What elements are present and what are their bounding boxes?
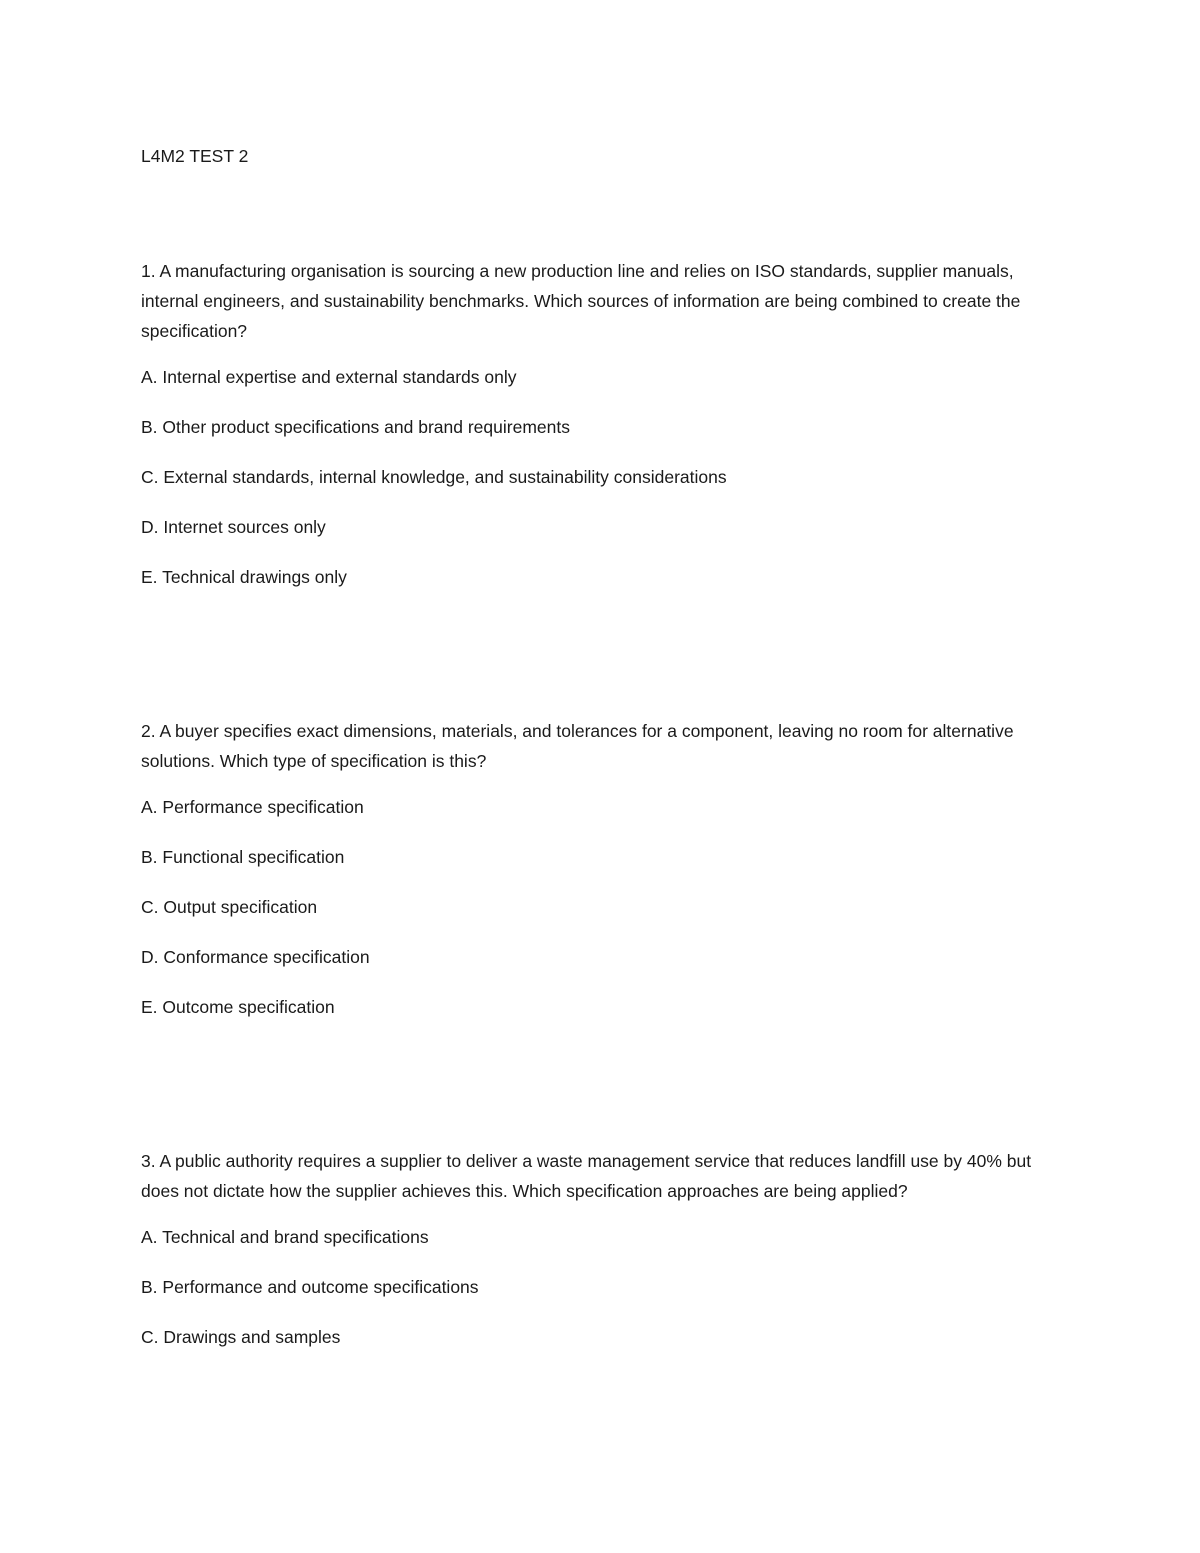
answer-option-a: A. Performance specification [141,797,364,817]
answer-option-b: B. Performance and outcome specifications [141,1277,479,1297]
answer-option-d: D. Internet sources only [141,517,326,537]
answer-option-c: C. Drawings and samples [141,1327,341,1347]
question-1 [141,256,1061,589]
question-text: 1. A manufacturing organisation is sourcing a new production line and relies on ISO standards, supplier manuals, internal engineers, and sustainability benchmarks. Which sources of information are being combined to create the specification? [141,261,1021,341]
question-3 [141,1146,1061,1349]
answer-option-e: E. Technical drawings only [141,567,347,587]
answer-option-c: C. External standards, internal knowledge, and sustainability considerations [141,467,727,487]
answer-option-d: D. Conformance specification [141,947,370,967]
answer-option-c: C. Output specification [141,897,318,917]
document-content [141,144,1061,1349]
question-2 [141,716,1061,1019]
answer-option-b: B. Functional specification [141,847,345,867]
question-text: 3. A public authority requires a supplier to deliver a waste management service that reduces landfill use by 40% but does not dictate how the supplier achieves this. Which specification approaches are being applied? [141,1151,1032,1201]
answer-option-b: B. Other product specifications and brand requirements [141,417,570,437]
answer-option-a: A. Technical and brand specifications [141,1227,429,1247]
answer-option-e: E. Outcome specification [141,997,335,1017]
answer-option-a: A. Internal expertise and external standards only [141,367,517,387]
question-text: 2. A buyer specifies exact dimensions, materials, and tolerances for a component, leaving no room for alternative solutions. Which type of specification is this? [141,721,1014,771]
document-title: L4M2 TEST 2 [141,146,249,166]
